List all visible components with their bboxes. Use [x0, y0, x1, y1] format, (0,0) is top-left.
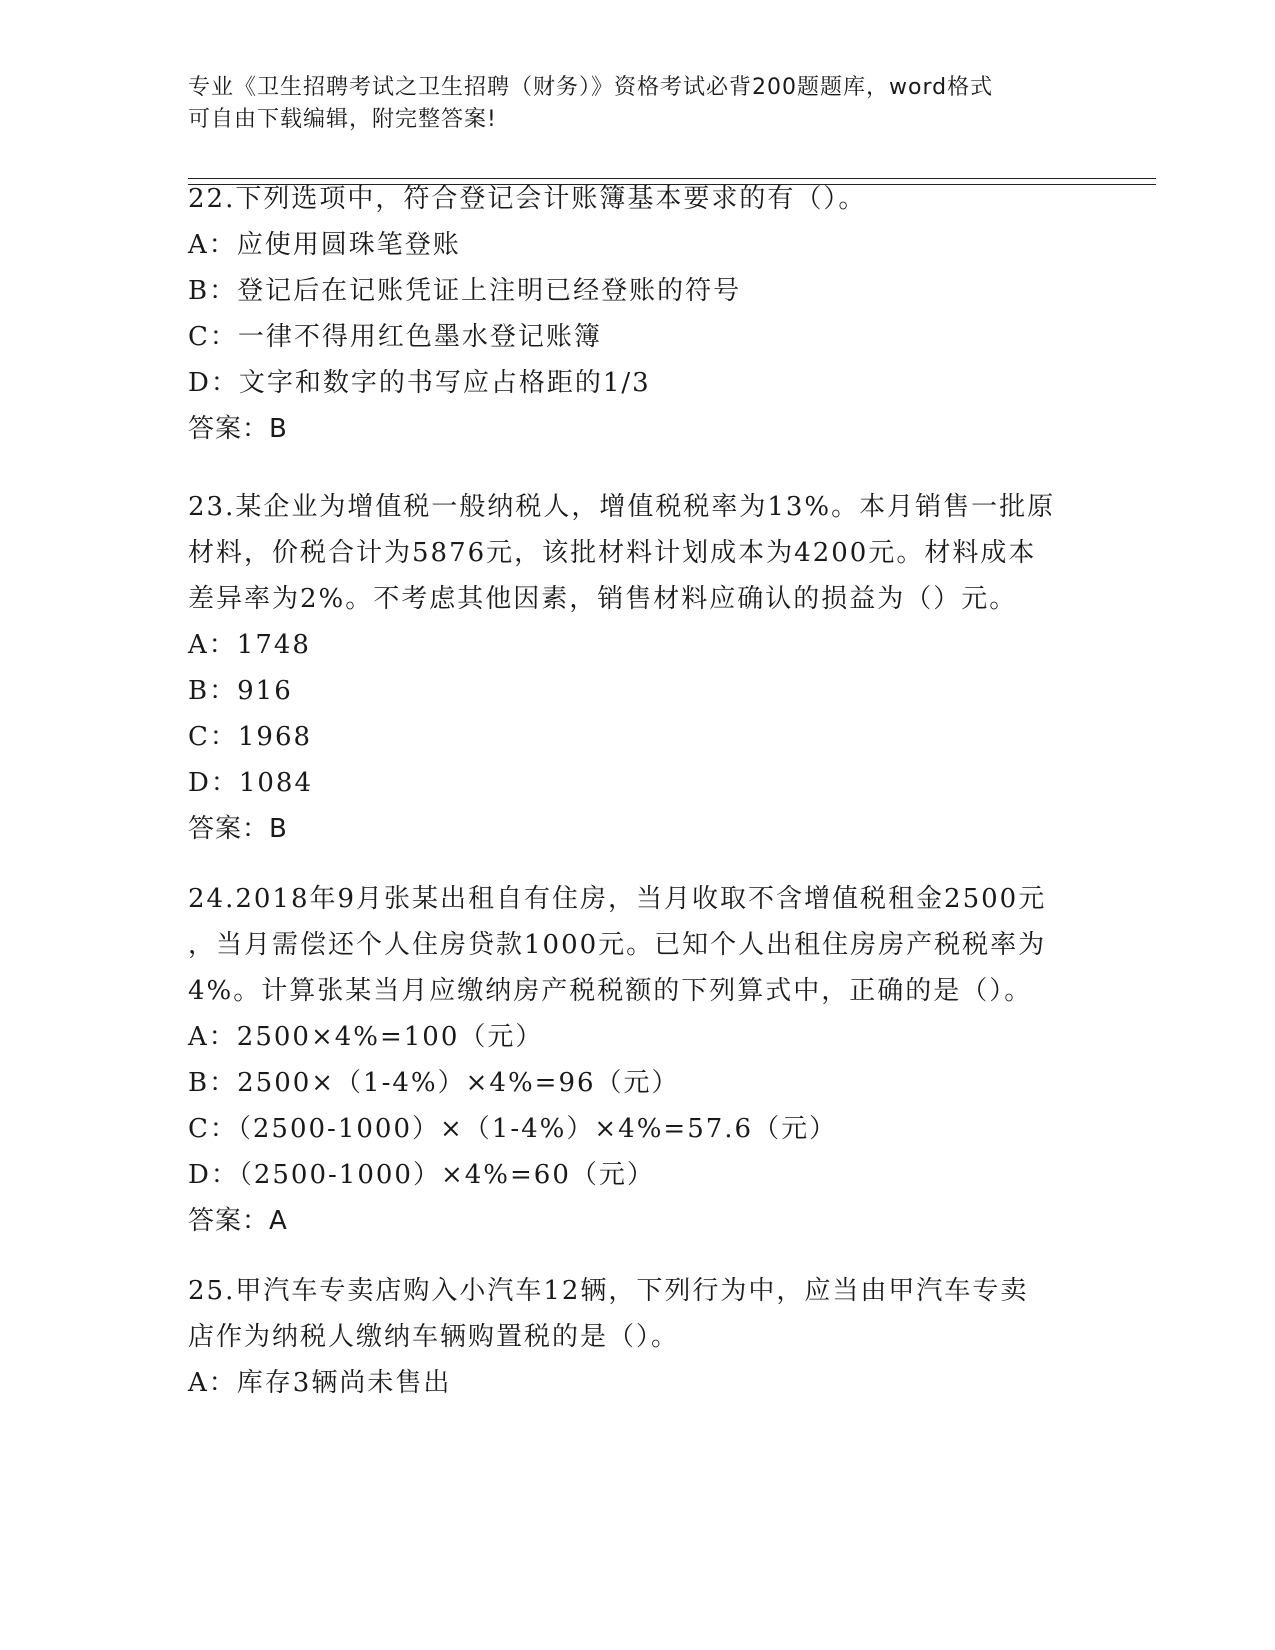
question-stem-line-1: 24.2018年9月张某出租自有住房，当月收取不含增值税租金2500元: [188, 884, 1047, 914]
question-stem: 22.下列选项中，符合登记会计账簿基本要求的有（）。: [188, 184, 867, 214]
option-c: C：1968: [188, 722, 313, 752]
option-a: A：1748: [188, 630, 311, 660]
question-stem-line-2: ，当月需偿还个人住房贷款1000元。已知个人出租住房房产税税率为: [188, 930, 1047, 960]
question-stem-line-2: 店作为纳税人缴纳车辆购置税的是（）。: [188, 1322, 680, 1352]
answer-text: 答案：A: [188, 1206, 288, 1236]
option-a: A：2500×4%=100（元）: [188, 1022, 544, 1052]
question-24: [188, 876, 1078, 1244]
question-22: [188, 176, 1078, 452]
question-stem-line-1: 23.某企业为增值税一般纳税人，增值税税率为13%。本月销售一批原: [188, 492, 1056, 522]
option-b: B：916: [188, 676, 293, 706]
option-d: D：文字和数字的书写应占格距的1/3: [188, 368, 651, 398]
option-a: A：库存3辆尚未售出: [188, 1368, 452, 1398]
option-c: C：一律不得用红色墨水登记账簿: [188, 322, 602, 352]
document-header: [188, 72, 1068, 136]
header-line-1: 专业《卫生招聘考试之卫生招聘（财务）》资格考试必背200题题库，word格式: [188, 75, 994, 100]
answer-text: 答案：B: [188, 814, 288, 844]
question-25: [188, 1268, 1078, 1406]
option-d: D：1084: [188, 768, 314, 798]
question-23: [188, 484, 1078, 852]
question-stem-line-3: 4%。计算张某当月应缴纳房产税税额的下列算式中，正确的是（）。: [188, 976, 1033, 1006]
answer-text: 答案：B: [188, 414, 288, 444]
option-b: B：2500×（1-4%）×4%=96（元）: [188, 1068, 680, 1098]
header-line-2: 可自由下载编辑，附完整答案!: [188, 107, 497, 132]
option-d: D：（2500-1000）×4%=60（元）: [188, 1160, 655, 1190]
question-stem-line-3: 差异率为2%。不考虑其他因素，销售材料应确认的损益为（）元。: [188, 584, 1018, 614]
option-c: C：（2500-1000）×（1-4%）×4%=57.6（元）: [188, 1114, 838, 1144]
option-a: A：应使用圆珠笔登账: [188, 230, 461, 260]
question-stem-line-1: 25.甲汽车专卖店购入小汽车12辆，下列行为中，应当由甲汽车专卖: [188, 1276, 1029, 1306]
option-b: B：登记后在记账凭证上注明已经登账的符号: [188, 276, 742, 306]
question-stem-line-2: 材料，价税合计为5876元，该批材料计划成本为4200元。材料成本: [188, 538, 1037, 568]
